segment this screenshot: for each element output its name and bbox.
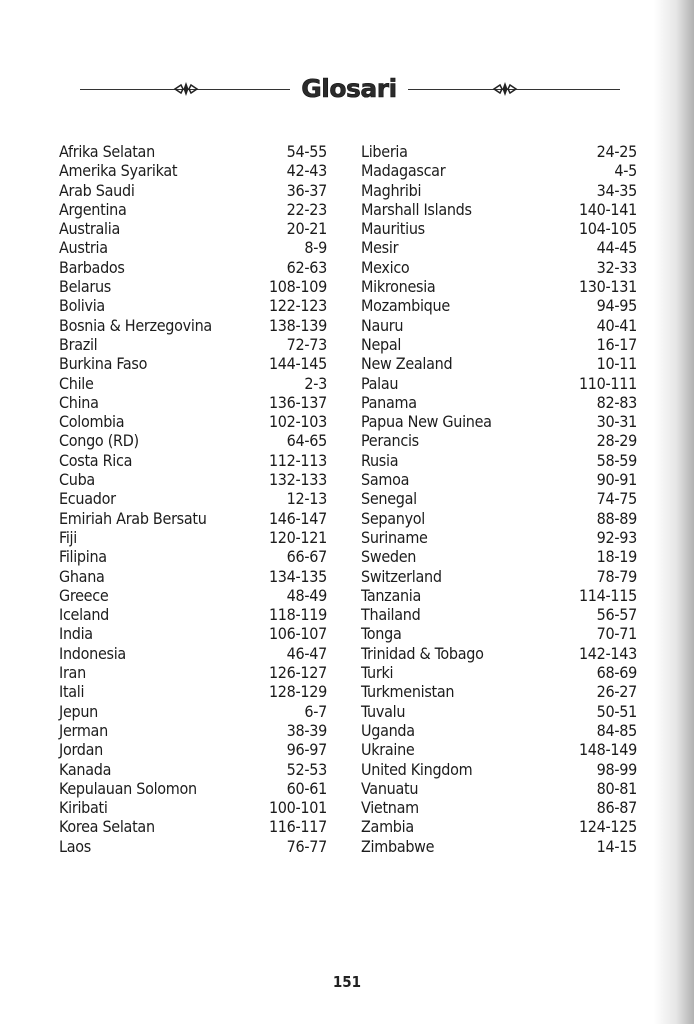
glossary-entry bbox=[59, 219, 327, 238]
entry-country: Cuba bbox=[59, 470, 95, 490]
glossary-entry bbox=[361, 451, 637, 470]
entry-country: Arab Saudi bbox=[59, 180, 135, 200]
entry-pages: 140-141 bbox=[578, 199, 637, 219]
entry-country: Vanuatu bbox=[361, 778, 419, 798]
entry-country: Perancis bbox=[361, 431, 419, 451]
entry-country: Austria bbox=[59, 238, 108, 258]
glossary-entry bbox=[361, 161, 637, 180]
entry-country: Costa Rica bbox=[59, 450, 133, 470]
entry-country: Ukraine bbox=[361, 740, 415, 760]
entry-pages: 102-103 bbox=[268, 412, 327, 432]
entry-pages: 70-71 bbox=[596, 624, 637, 644]
glossary-entry bbox=[361, 682, 637, 701]
entry-country: Nauru bbox=[361, 315, 404, 335]
entry-pages: 124-125 bbox=[578, 817, 637, 837]
entry-pages: 118-119 bbox=[268, 605, 327, 625]
entry-pages: 98-99 bbox=[596, 759, 637, 779]
entry-country: Mikronesia bbox=[361, 277, 436, 297]
entry-pages: 36-37 bbox=[286, 180, 327, 200]
entry-pages: 10-11 bbox=[596, 354, 637, 374]
entry-country: Jerman bbox=[59, 720, 108, 740]
entry-country: Nepal bbox=[361, 334, 402, 354]
entry-country: Iran bbox=[59, 663, 86, 683]
entry-pages: 4-5 bbox=[614, 161, 637, 181]
entry-pages: 40-41 bbox=[596, 315, 637, 335]
glossary-entry bbox=[361, 470, 637, 489]
glossary-entry bbox=[361, 393, 637, 412]
entry-pages: 104-105 bbox=[578, 219, 637, 239]
entry-pages: 48-49 bbox=[286, 585, 327, 605]
glossary-entry bbox=[361, 837, 637, 856]
entry-country: Turki bbox=[361, 663, 394, 683]
entry-pages: 68-69 bbox=[596, 663, 637, 683]
entry-pages: 44-45 bbox=[596, 238, 637, 258]
entry-pages: 106-107 bbox=[268, 624, 327, 644]
glossary-entry bbox=[59, 702, 327, 721]
entry-country: Bosnia & Herzegovina bbox=[59, 315, 212, 335]
page-title: Glosari bbox=[301, 74, 397, 103]
entry-country: Filipina bbox=[59, 547, 107, 567]
entry-pages: 52-53 bbox=[286, 759, 327, 779]
glossary-entry bbox=[59, 277, 327, 296]
entry-pages: 74-75 bbox=[596, 489, 637, 509]
glossary-entry bbox=[361, 316, 637, 335]
entry-country: Amerika Syarikat bbox=[59, 161, 178, 181]
glossary-entry bbox=[59, 624, 327, 643]
glossary-entry bbox=[59, 663, 327, 682]
entry-pages: 30-31 bbox=[596, 412, 637, 432]
glossary-entry bbox=[361, 489, 637, 508]
entry-pages: 22-23 bbox=[286, 199, 327, 219]
glossary-entry bbox=[361, 567, 637, 586]
glossary-entry bbox=[59, 200, 327, 219]
entry-country: Vietnam bbox=[361, 798, 419, 818]
entry-pages: 110-111 bbox=[578, 373, 637, 393]
entry-country: Senegal bbox=[361, 489, 417, 509]
entry-country: Maghribi bbox=[361, 180, 422, 200]
glossary-entry bbox=[59, 335, 327, 354]
glossary-entry bbox=[59, 161, 327, 180]
entry-country: Palau bbox=[361, 373, 399, 393]
entry-pages: 88-89 bbox=[596, 508, 637, 528]
entry-country: Mozambique bbox=[361, 296, 450, 316]
glossary-entry bbox=[59, 798, 327, 817]
entry-pages: 32-33 bbox=[596, 257, 637, 277]
entry-country: Jepun bbox=[59, 701, 98, 721]
entry-country: Tuvalu bbox=[361, 701, 406, 721]
book-spine-shadow bbox=[654, 0, 694, 1024]
glossary-entry bbox=[361, 760, 637, 779]
glossary-entry bbox=[59, 431, 327, 450]
entry-country: Thailand bbox=[361, 605, 421, 625]
entry-pages: 34-35 bbox=[596, 180, 637, 200]
entry-country: Kepulauan Solomon bbox=[59, 778, 197, 798]
glossary-entry bbox=[59, 374, 327, 393]
glossary-entry bbox=[59, 528, 327, 547]
glossary-entry bbox=[59, 354, 327, 373]
entry-country: New Zealand bbox=[361, 354, 453, 374]
glossary-entry bbox=[59, 509, 327, 528]
entry-country: Tonga bbox=[361, 624, 402, 644]
entry-country: Rusia bbox=[361, 450, 399, 470]
entry-country: Suriname bbox=[361, 527, 428, 547]
glossary-entry bbox=[361, 702, 637, 721]
entry-country: Uganda bbox=[361, 720, 415, 740]
entry-pages: 24-25 bbox=[596, 142, 637, 161]
entry-pages: 92-93 bbox=[596, 527, 637, 547]
glossary-entry bbox=[59, 605, 327, 624]
entry-country: Argentina bbox=[59, 199, 127, 219]
entry-pages: 116-117 bbox=[268, 817, 327, 837]
entry-pages: 76-77 bbox=[286, 836, 327, 856]
entry-pages: 54-55 bbox=[286, 142, 327, 161]
page-number: 151 bbox=[332, 973, 362, 991]
glossary-entry bbox=[59, 238, 327, 257]
entry-country: Panama bbox=[361, 392, 417, 412]
entry-pages: 72-73 bbox=[286, 334, 327, 354]
ornament-icon bbox=[492, 81, 518, 97]
glossary-entry bbox=[59, 316, 327, 335]
entry-pages: 126-127 bbox=[268, 663, 327, 683]
entry-pages: 14-15 bbox=[596, 836, 637, 856]
entry-pages: 42-43 bbox=[286, 161, 327, 181]
entry-pages: 6-7 bbox=[304, 701, 327, 721]
entry-country: Sepanyol bbox=[361, 508, 426, 528]
entry-country: Tanzania bbox=[361, 585, 422, 605]
entry-pages: 82-83 bbox=[596, 392, 637, 412]
entry-country: Marshall Islands bbox=[361, 199, 472, 219]
entry-country: Mesir bbox=[361, 238, 399, 258]
glossary-entry bbox=[59, 837, 327, 856]
glossary-entry bbox=[361, 258, 637, 277]
entry-pages: 108-109 bbox=[268, 277, 327, 297]
glossary-entry bbox=[361, 200, 637, 219]
entry-country: Kanada bbox=[59, 759, 112, 779]
entry-country: Itali bbox=[59, 682, 85, 702]
glossary-entry bbox=[59, 296, 327, 315]
glossary-entry bbox=[59, 567, 327, 586]
entry-pages: 60-61 bbox=[286, 778, 327, 798]
entry-country: Ecuador bbox=[59, 489, 116, 509]
entry-country: Colombia bbox=[59, 412, 125, 432]
entry-pages: 112-113 bbox=[268, 450, 327, 470]
glossary-entry bbox=[361, 431, 637, 450]
entry-country: Kiribati bbox=[59, 798, 108, 818]
glossary-entry bbox=[361, 374, 637, 393]
entry-pages: 134-135 bbox=[268, 566, 327, 586]
entry-pages: 84-85 bbox=[596, 720, 637, 740]
glossary-entry bbox=[361, 238, 637, 257]
entry-pages: 26-27 bbox=[596, 682, 637, 702]
glossary-entry bbox=[361, 528, 637, 547]
entry-pages: 90-91 bbox=[596, 470, 637, 490]
entry-pages: 50-51 bbox=[596, 701, 637, 721]
glossary-entry bbox=[361, 181, 637, 200]
glossary-entry bbox=[361, 663, 637, 682]
glossary-entry bbox=[59, 489, 327, 508]
entry-country: Zimbabwe bbox=[361, 836, 435, 856]
entry-pages: 62-63 bbox=[286, 257, 327, 277]
glossary-entry bbox=[361, 547, 637, 566]
entry-country: China bbox=[59, 392, 99, 412]
entry-country: Zambia bbox=[361, 817, 414, 837]
entry-pages: 80-81 bbox=[596, 778, 637, 798]
entry-pages: 94-95 bbox=[596, 296, 637, 316]
glossary-entry bbox=[59, 682, 327, 701]
entry-pages: 28-29 bbox=[596, 431, 637, 451]
entry-pages: 78-79 bbox=[596, 566, 637, 586]
entry-pages: 100-101 bbox=[268, 798, 327, 818]
entry-pages: 20-21 bbox=[286, 219, 327, 239]
entry-country: Greece bbox=[59, 585, 109, 605]
entry-country: Indonesia bbox=[59, 643, 126, 663]
entry-pages: 120-121 bbox=[268, 527, 327, 547]
glossary-entry bbox=[361, 740, 637, 759]
glossary-column-left bbox=[59, 142, 327, 856]
entry-pages: 132-133 bbox=[268, 470, 327, 490]
entry-pages: 38-39 bbox=[286, 720, 327, 740]
entry-pages: 66-67 bbox=[286, 547, 327, 567]
entry-pages: 96-97 bbox=[286, 740, 327, 760]
entry-pages: 56-57 bbox=[596, 605, 637, 625]
entry-pages: 46-47 bbox=[286, 643, 327, 663]
entry-pages: 16-17 bbox=[596, 334, 637, 354]
glossary-entry bbox=[361, 817, 637, 836]
entry-country: Burkina Faso bbox=[59, 354, 148, 374]
glossary-entry bbox=[59, 740, 327, 759]
glossary-entry bbox=[361, 644, 637, 663]
glossary-entry bbox=[361, 335, 637, 354]
glossary-entry bbox=[59, 142, 327, 161]
entry-country: Laos bbox=[59, 836, 91, 856]
glossary-entry bbox=[59, 451, 327, 470]
entry-country: Samoa bbox=[361, 470, 410, 490]
glossary-entry bbox=[361, 509, 637, 528]
glossary-entry bbox=[361, 219, 637, 238]
entry-pages: 128-129 bbox=[268, 682, 327, 702]
entry-pages: 86-87 bbox=[596, 798, 637, 818]
glossary-entry bbox=[361, 798, 637, 817]
glossary-entry bbox=[361, 605, 637, 624]
glossary-entry bbox=[361, 277, 637, 296]
entry-pages: 146-147 bbox=[268, 508, 327, 528]
entry-country: Barbados bbox=[59, 257, 125, 277]
entry-country: Korea Selatan bbox=[59, 817, 155, 837]
entry-country: Chile bbox=[59, 373, 94, 393]
glossary-entry bbox=[59, 586, 327, 605]
glossary-entry bbox=[59, 393, 327, 412]
entry-country: Brazil bbox=[59, 334, 98, 354]
entry-country: Mauritius bbox=[361, 219, 425, 239]
glossary-entry bbox=[59, 547, 327, 566]
entry-pages: 2-3 bbox=[304, 373, 327, 393]
glossary-entry bbox=[361, 779, 637, 798]
glossary-entry bbox=[59, 721, 327, 740]
entry-country: Afrika Selatan bbox=[59, 142, 155, 161]
entry-country: Liberia bbox=[361, 142, 408, 161]
entry-country: Congo (RD) bbox=[59, 431, 139, 451]
glossary-entry bbox=[59, 412, 327, 431]
glossary-entry bbox=[59, 817, 327, 836]
entry-country: Emiriah Arab Bersatu bbox=[59, 508, 207, 528]
glossary-header bbox=[80, 72, 620, 106]
entry-country: United Kingdom bbox=[361, 759, 473, 779]
entry-pages: 122-123 bbox=[268, 296, 327, 316]
glossary-column-right bbox=[361, 142, 637, 856]
entry-country: Trinidad & Tobago bbox=[361, 643, 484, 663]
entry-country: Ghana bbox=[59, 566, 105, 586]
entry-pages: 18-19 bbox=[596, 547, 637, 567]
ornament-icon bbox=[173, 81, 199, 97]
entry-country: Fiji bbox=[59, 527, 77, 547]
entry-country: Australia bbox=[59, 219, 120, 239]
glossary-entry bbox=[361, 142, 637, 161]
entry-pages: 148-149 bbox=[578, 740, 637, 760]
entry-country: Jordan bbox=[59, 740, 103, 760]
glossary-entry bbox=[361, 354, 637, 373]
glossary-entry bbox=[59, 644, 327, 663]
glossary-entry bbox=[361, 586, 637, 605]
glossary-entry bbox=[361, 412, 637, 431]
entry-pages: 130-131 bbox=[578, 277, 637, 297]
entry-pages: 136-137 bbox=[268, 392, 327, 412]
entry-country: Belarus bbox=[59, 277, 111, 297]
glossary-entry bbox=[361, 624, 637, 643]
glossary-entry bbox=[59, 470, 327, 489]
entry-country: Turkmenistan bbox=[361, 682, 455, 702]
entry-pages: 114-115 bbox=[578, 585, 637, 605]
entry-pages: 58-59 bbox=[596, 450, 637, 470]
entry-country: Sweden bbox=[361, 547, 417, 567]
glossary-entry bbox=[59, 258, 327, 277]
entry-country: Bolivia bbox=[59, 296, 105, 316]
entry-country: India bbox=[59, 624, 93, 644]
entry-country: Papua New Guinea bbox=[361, 412, 492, 432]
glossary-entry bbox=[361, 721, 637, 740]
entry-pages: 64-65 bbox=[286, 431, 327, 451]
entry-country: Madagascar bbox=[361, 161, 446, 181]
glossary-entry bbox=[59, 760, 327, 779]
entry-country: Iceland bbox=[59, 605, 110, 625]
entry-pages: 138-139 bbox=[268, 315, 327, 335]
entry-pages: 12-13 bbox=[286, 489, 327, 509]
entry-country: Mexico bbox=[361, 257, 410, 277]
entry-pages: 8-9 bbox=[304, 238, 327, 258]
entry-country: Switzerland bbox=[361, 566, 442, 586]
glossary-entry bbox=[59, 779, 327, 798]
glossary-entry bbox=[59, 181, 327, 200]
entry-pages: 142-143 bbox=[578, 643, 637, 663]
glossary-entry bbox=[361, 296, 637, 315]
entry-pages: 144-145 bbox=[268, 354, 327, 374]
